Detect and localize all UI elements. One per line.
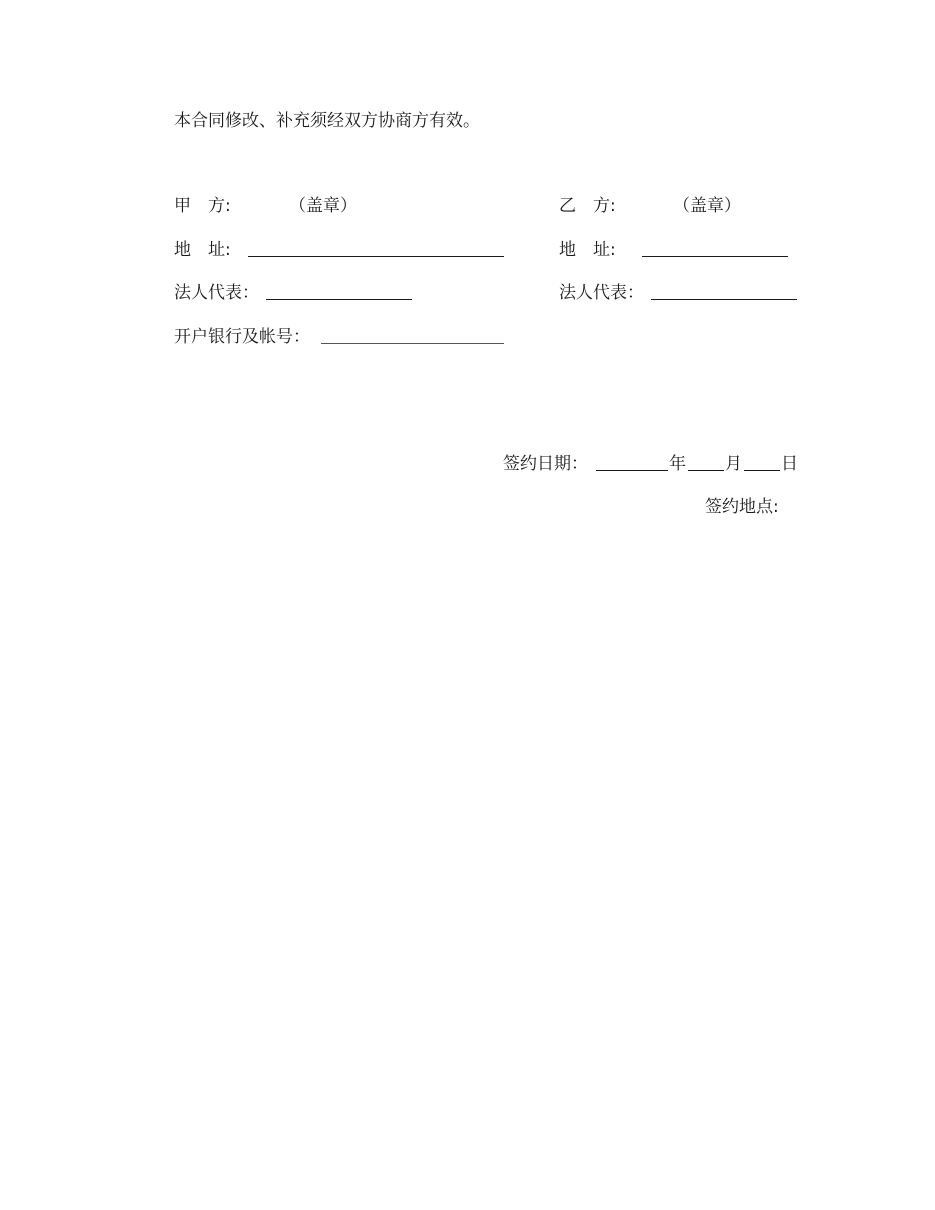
party-a-address-line (248, 256, 504, 257)
party-a-seal: （盖章） (289, 196, 357, 216)
signing-month-line (688, 470, 724, 471)
party-a-bank-line (321, 343, 504, 344)
party-a-rep-label: 法人代表： (174, 283, 259, 303)
amendment-clause: 本合同修改、补充须经双方协商方有效。 (174, 111, 480, 131)
party-a-address-label: 地 址: (174, 240, 231, 260)
signing-year-unit: 年 (669, 454, 686, 474)
signing-date-label: 签约日期： (503, 454, 588, 474)
signing-year-line (596, 470, 668, 471)
party-b-address-line (642, 256, 788, 257)
signing-month-unit: 月 (725, 454, 742, 474)
party-b-label: 乙 方: (559, 196, 616, 216)
party-b-address-label: 地 址: (559, 240, 616, 260)
party-b-rep-line (651, 299, 797, 300)
party-a-label: 甲 方: (174, 196, 231, 216)
signing-place-label: 签约地点: (705, 497, 779, 517)
signing-day-unit: 日 (781, 454, 798, 474)
party-b-seal: （盖章） (673, 196, 741, 216)
party-a-rep-line (266, 299, 412, 300)
party-b-rep-label: 法人代表： (559, 283, 644, 303)
party-a-bank-label: 开户银行及帐号： (174, 327, 310, 347)
signing-day-line (744, 470, 780, 471)
